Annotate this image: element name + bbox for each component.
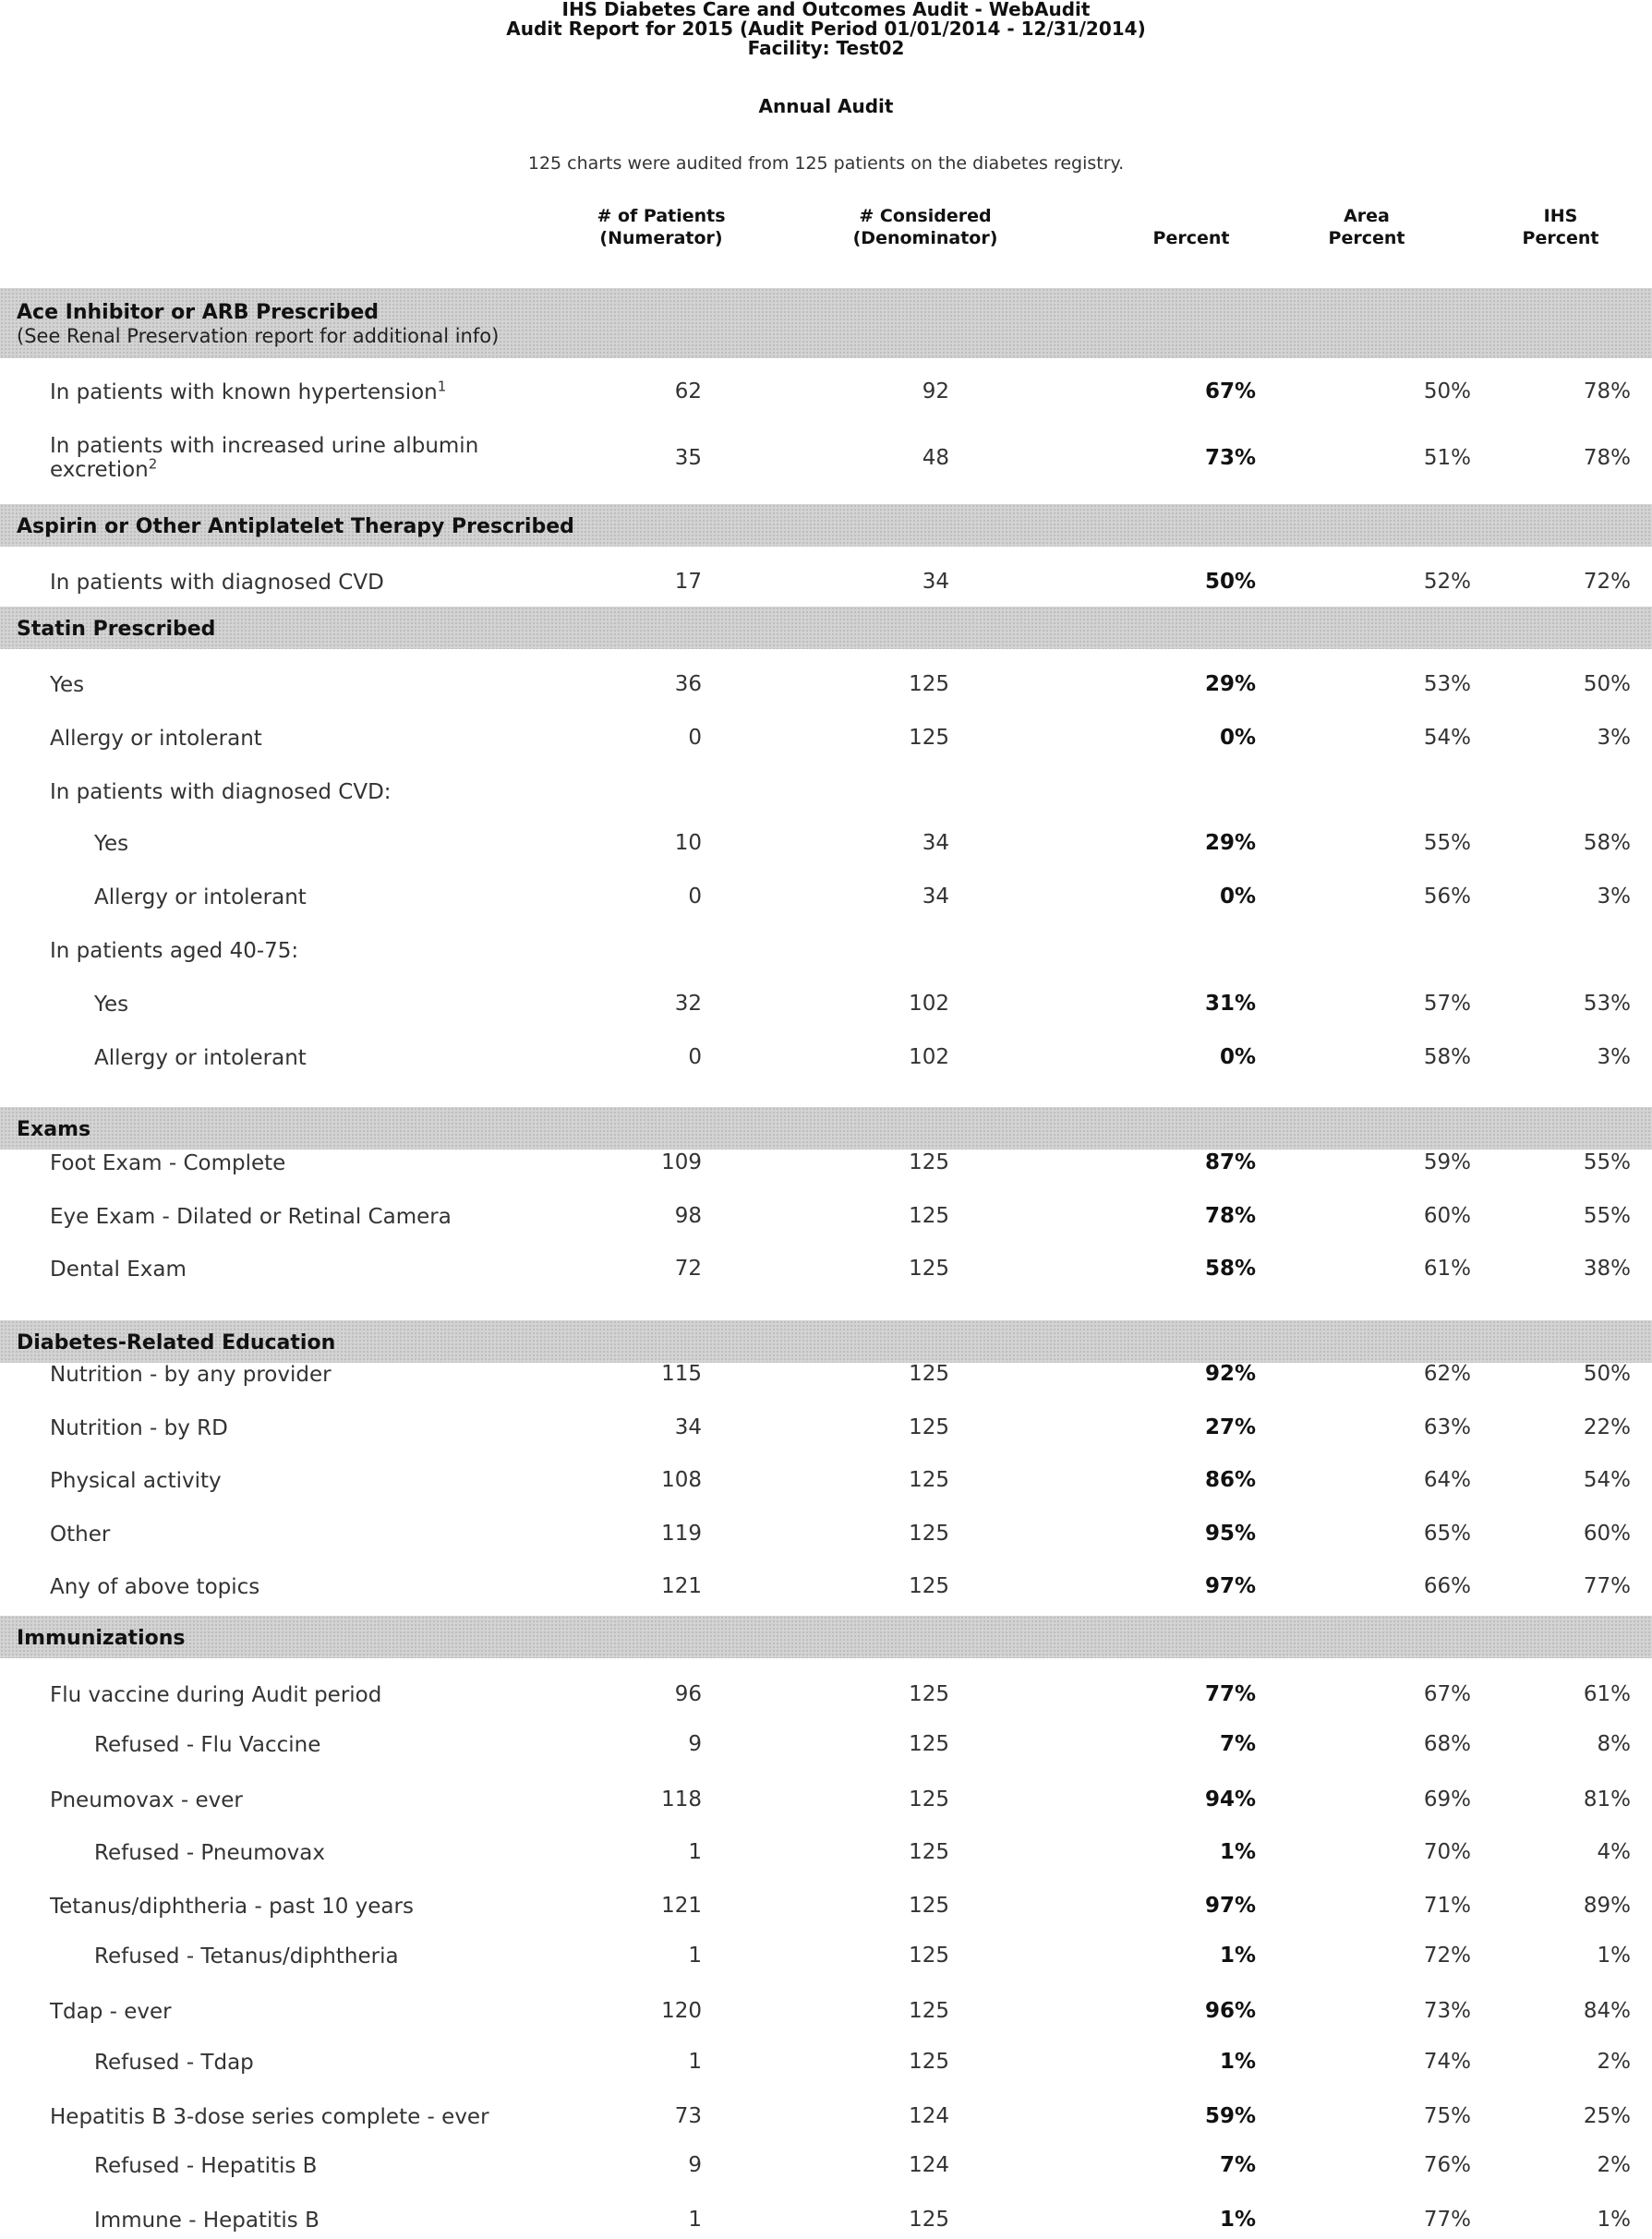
ihs-percent-value: 53%: [1583, 992, 1631, 1016]
column-header-numerator: # of Patients (Numerator): [597, 206, 726, 248]
denominator-value: 124: [909, 2153, 949, 2177]
percent-value: 29%: [1204, 831, 1256, 855]
section-title: Immunizations: [17, 1627, 186, 1650]
area-percent-value: 51%: [1423, 446, 1471, 470]
row-label: [50, 1523, 110, 1547]
area-percent-value: 74%: [1423, 2050, 1471, 2074]
area-percent-value: 76%: [1423, 2153, 1471, 2177]
row-label-text: In patients aged 40-75:: [50, 939, 299, 963]
row-label-text: Refused - Tetanus/diphtheria: [94, 1944, 399, 1968]
ihs-percent-value: 4%: [1597, 1840, 1631, 1864]
area-percent-value: 62%: [1423, 1362, 1471, 1386]
numerator-value: 115: [661, 1362, 702, 1386]
row-label-text: Any of above topics: [50, 1575, 260, 1599]
area-percent-value: 66%: [1423, 1574, 1471, 1598]
row-label: In patients with increased urine albumin: [50, 434, 479, 458]
percent-value: 96%: [1204, 1999, 1256, 2023]
row-label: [50, 2105, 489, 2129]
denominator-value: 34: [922, 885, 949, 909]
area-percent-value: 55%: [1423, 831, 1471, 855]
percent-value: 1%: [1219, 1840, 1256, 1864]
column-header-denominator: # Considered (Denominator): [852, 206, 998, 248]
percent-value: 7%: [1219, 2153, 1256, 2177]
row-label-text: Dental Exam: [50, 1258, 187, 1282]
percent-value: 27%: [1204, 1415, 1256, 1439]
area-percent-value: 60%: [1423, 1204, 1471, 1228]
ihs-percent-value: 25%: [1583, 2104, 1631, 2128]
column-header-area-percent: Area Percent: [1328, 206, 1405, 248]
denominator-value: 125: [909, 1522, 949, 1546]
ihs-percent-value: 50%: [1583, 1362, 1631, 1386]
percent-value: 94%: [1204, 1788, 1256, 1812]
facility-name: Facility: Test02: [747, 37, 905, 59]
footnote-marker: 2: [148, 455, 158, 473]
numerator-value: 1: [688, 1944, 702, 1968]
numerator-value: 1: [688, 1840, 702, 1864]
denominator-value: 125: [909, 1415, 949, 1439]
area-percent-value: 64%: [1423, 1468, 1471, 1492]
row-label-text: In patients with diagnosed CVD:: [50, 780, 392, 804]
row-label: [94, 885, 307, 909]
row-label: [50, 780, 392, 804]
denominator-value: 48: [922, 446, 949, 470]
section-subtitle: (See Renal Preservation report for additional info): [17, 325, 500, 347]
report-period: Audit Report for 2015 (Audit Period 01/01/2014 - 12/31/2014): [506, 18, 1146, 40]
numerator-value: 109: [661, 1150, 702, 1174]
numerator-value: 36: [674, 672, 702, 696]
row-label-text: In patients with diagnosed CVD: [50, 571, 384, 595]
denominator-value: 125: [909, 1788, 949, 1812]
ihs-percent-value: 55%: [1583, 1150, 1631, 1174]
denominator-value: 125: [909, 1682, 949, 1706]
percent-value: 0%: [1219, 726, 1256, 750]
row-label-text: Yes: [94, 993, 129, 1017]
ihs-percent-value: 22%: [1583, 1415, 1631, 1439]
ihs-percent-value: 3%: [1597, 1045, 1631, 1069]
row-label-text: Allergy or intolerant: [94, 1046, 307, 1070]
numerator-value: 34: [674, 1415, 702, 1439]
row-label: [50, 1575, 259, 1599]
row-label-text: Refused - Pneumovax: [94, 1841, 325, 1865]
numerator-value: 98: [674, 1204, 702, 1228]
percent-value: 1%: [1219, 2208, 1256, 2232]
row-label: [50, 939, 298, 963]
numerator-value: 35: [674, 446, 702, 470]
denominator-value: 125: [909, 1468, 949, 1492]
section-title: Ace Inhibitor or ARB Prescribed: [17, 301, 379, 324]
area-percent-value: 56%: [1423, 885, 1471, 909]
ihs-percent-value: 3%: [1597, 726, 1631, 750]
percent-value: 67%: [1204, 379, 1256, 403]
section-title: Exams: [17, 1118, 91, 1141]
area-percent-value: 58%: [1423, 1045, 1471, 1069]
numerator-value: 118: [661, 1788, 702, 1812]
row-label: [50, 1363, 332, 1387]
section-title: Diabetes-Related Education: [17, 1331, 336, 1354]
row-label-text: Nutrition - by RD: [50, 1416, 228, 1440]
denominator-value: 125: [909, 1362, 949, 1386]
ihs-percent-value: 60%: [1583, 1522, 1631, 1546]
row-label-text: Eye Exam - Dilated or Retinal Camera: [50, 1205, 452, 1229]
area-percent-value: 54%: [1423, 726, 1471, 750]
denominator-value: 102: [909, 992, 949, 1016]
percent-value: 86%: [1204, 1468, 1256, 1492]
denominator-value: 125: [909, 1257, 949, 1281]
numerator-value: 17: [674, 570, 702, 594]
numerator-value: 1: [688, 2050, 702, 2074]
percent-value: 0%: [1219, 1045, 1256, 1069]
numerator-value: 72: [674, 1257, 702, 1281]
denominator-value: 34: [922, 570, 949, 594]
row-label-text: Tetanus/diphtheria - past 10 years: [50, 1895, 414, 1919]
row-label: [94, 1841, 325, 1865]
percent-value: 1%: [1219, 2050, 1256, 2074]
denominator-value: 102: [909, 1045, 949, 1069]
area-percent-value: 50%: [1423, 379, 1471, 403]
row-label-text: Refused - Hepatitis B: [94, 2154, 318, 2178]
ihs-percent-value: 78%: [1583, 446, 1631, 470]
numerator-value: 0: [688, 885, 702, 909]
row-label-text: Foot Exam - Complete: [50, 1151, 286, 1175]
numerator-value: 96: [674, 1682, 702, 1706]
ihs-percent-value: 72%: [1583, 570, 1631, 594]
ihs-percent-value: 61%: [1583, 1682, 1631, 1706]
column-header-ihs-percent: IHS Percent: [1522, 206, 1599, 248]
row-label: [94, 1733, 320, 1757]
numerator-value: 9: [688, 1732, 702, 1756]
row-label-text: Allergy or intolerant: [50, 727, 262, 751]
row-label-text: Refused - Flu Vaccine: [94, 1733, 321, 1757]
row-label: [50, 1895, 414, 1919]
percent-value: 59%: [1204, 2104, 1256, 2128]
audit-type: Annual Audit: [758, 95, 894, 117]
ihs-percent-value: 3%: [1597, 885, 1631, 909]
row-label-text: Flu vaccine during Audit period: [50, 1683, 382, 1707]
numerator-value: 121: [661, 1574, 702, 1598]
percent-value: 0%: [1219, 885, 1256, 909]
row-label: [50, 673, 84, 697]
denominator-value: 125: [909, 1894, 949, 1918]
row-label: [50, 380, 446, 404]
denominator-value: 125: [909, 2208, 949, 2232]
numerator-value: 0: [688, 726, 702, 750]
percent-value: 92%: [1204, 1362, 1256, 1386]
area-percent-value: 73%: [1423, 1999, 1471, 2023]
denominator-value: 125: [909, 726, 949, 750]
percent-value: 1%: [1219, 1944, 1256, 1968]
row-label: [50, 1205, 452, 1229]
denominator-value: 125: [909, 672, 949, 696]
area-percent-value: 59%: [1423, 1150, 1471, 1174]
numerator-value: 9: [688, 2153, 702, 2177]
section-header-band: [0, 607, 1652, 649]
charts-note: 125 charts were audited from 125 patients on the diabetes registry.: [527, 153, 1125, 174]
row-label: [94, 2154, 317, 2178]
row-label: [50, 1258, 187, 1282]
row-label-text: Refused - Tdap: [94, 2051, 254, 2075]
row-label-text: In patients with known hypertension: [50, 380, 438, 404]
denominator-value: 125: [909, 1944, 949, 1968]
report-title: IHS Diabetes Care and Outcomes Audit - WebAudit: [561, 0, 1091, 20]
ihs-percent-value: 38%: [1583, 1257, 1631, 1281]
numerator-value: 108: [661, 1468, 702, 1492]
denominator-value: 125: [909, 2050, 949, 2074]
ihs-percent-value: 89%: [1583, 1894, 1631, 1918]
row-label: [50, 2000, 172, 2024]
row-label: [50, 1469, 222, 1493]
denominator-value: 125: [909, 1204, 949, 1228]
ihs-percent-value: 54%: [1583, 1468, 1631, 1492]
area-percent-value: 65%: [1423, 1522, 1471, 1546]
area-percent-value: 71%: [1423, 1894, 1471, 1918]
row-label-text: Pneumovax - ever: [50, 1788, 243, 1812]
row-label-text: Hepatitis B 3-dose series complete - ever: [50, 2105, 489, 2129]
percent-value: 50%: [1204, 570, 1256, 594]
numerator-value: 119: [661, 1522, 702, 1546]
percent-value: 95%: [1204, 1522, 1256, 1546]
footnote-marker: 1: [437, 378, 447, 395]
denominator-value: 124: [909, 2104, 949, 2128]
denominator-value: 34: [922, 831, 949, 855]
row-label: [94, 2051, 254, 2075]
area-percent-value: 61%: [1423, 1257, 1471, 1281]
row-label: [50, 1788, 243, 1812]
numerator-value: 62: [674, 379, 702, 403]
denominator-value: 125: [909, 1150, 949, 1174]
ihs-percent-value: 58%: [1583, 831, 1631, 855]
percent-value: 73%: [1204, 446, 1256, 470]
report-header: [0, 0, 1652, 174]
percent-value: 87%: [1204, 1150, 1256, 1174]
percent-value: 31%: [1204, 992, 1256, 1016]
section-header-band: [0, 1107, 1652, 1150]
section-title: Statin Prescribed: [17, 618, 216, 641]
row-label-text: Tdap - ever: [50, 2000, 172, 2024]
numerator-value: 121: [661, 1894, 702, 1918]
percent-value: 7%: [1219, 1732, 1256, 1756]
row-label-text: excretion: [50, 458, 149, 482]
denominator-value: 125: [909, 1840, 949, 1864]
numerator-value: 32: [674, 992, 702, 1016]
row-label-text: Yes: [94, 832, 129, 856]
ihs-percent-value: 84%: [1583, 1999, 1631, 2023]
percent-value: 78%: [1204, 1204, 1256, 1228]
percent-value: 29%: [1204, 672, 1256, 696]
percent-value: 58%: [1204, 1257, 1256, 1281]
row-label: [50, 1416, 228, 1440]
area-percent-value: 57%: [1423, 992, 1471, 1016]
row-label-text: Other: [50, 1523, 111, 1547]
area-percent-value: 67%: [1423, 1682, 1471, 1706]
ihs-percent-value: 1%: [1597, 1944, 1631, 1968]
ihs-percent-value: 8%: [1597, 1732, 1631, 1756]
percent-value: 97%: [1204, 1894, 1256, 1918]
ihs-percent-value: 55%: [1583, 1204, 1631, 1228]
denominator-value: 125: [909, 1732, 949, 1756]
percent-value: 77%: [1204, 1682, 1256, 1706]
section-title: Aspirin or Other Antiplatelet Therapy Prescribed: [17, 515, 574, 538]
denominator-value: 92: [922, 379, 949, 403]
numerator-value: 120: [661, 1999, 702, 2023]
row-label: [50, 727, 262, 751]
area-percent-value: 75%: [1423, 2104, 1471, 2128]
row-label: [50, 571, 384, 595]
row-label-continued: [50, 455, 158, 482]
row-label: [94, 2209, 320, 2233]
area-percent-value: 53%: [1423, 672, 1471, 696]
ihs-percent-value: 2%: [1597, 2050, 1631, 2074]
percent-value: 97%: [1204, 1574, 1256, 1598]
row-label: [50, 1151, 285, 1175]
denominator-value: 125: [909, 1574, 949, 1598]
row-label-text: Yes: [50, 673, 85, 697]
row-label-text: Nutrition - by any provider: [50, 1363, 332, 1387]
area-percent-value: 69%: [1423, 1788, 1471, 1812]
row-label-text: Immune - Hepatitis B: [94, 2209, 320, 2233]
row-label: [50, 1683, 381, 1707]
row-label: [94, 832, 128, 856]
denominator-value: 125: [909, 1999, 949, 2023]
row-label-text: Physical activity: [50, 1469, 222, 1493]
row-label-text: Allergy or intolerant: [94, 885, 307, 909]
area-percent-value: 63%: [1423, 1415, 1471, 1439]
area-percent-value: 72%: [1423, 1944, 1471, 1968]
row-label: [94, 1944, 399, 1968]
area-percent-value: 68%: [1423, 1732, 1471, 1756]
row-label: [94, 993, 128, 1017]
ihs-percent-value: 78%: [1583, 379, 1631, 403]
numerator-value: 10: [674, 831, 702, 855]
section-header-band: [0, 1616, 1652, 1658]
column-header-percent: Percent: [1152, 228, 1230, 248]
ihs-percent-value: 77%: [1583, 1574, 1631, 1598]
area-percent-value: 52%: [1423, 570, 1471, 594]
numerator-value: 1: [688, 2208, 702, 2232]
ihs-percent-value: 50%: [1583, 672, 1631, 696]
ihs-percent-value: 1%: [1597, 2208, 1631, 2232]
area-percent-value: 70%: [1423, 1840, 1471, 1864]
numerator-value: 73: [674, 2104, 702, 2128]
numerator-value: 0: [688, 1045, 702, 1069]
row-label: [94, 1046, 307, 1070]
area-percent-value: 77%: [1423, 2208, 1471, 2232]
ihs-percent-value: 2%: [1597, 2153, 1631, 2177]
ihs-percent-value: 81%: [1583, 1788, 1631, 1812]
